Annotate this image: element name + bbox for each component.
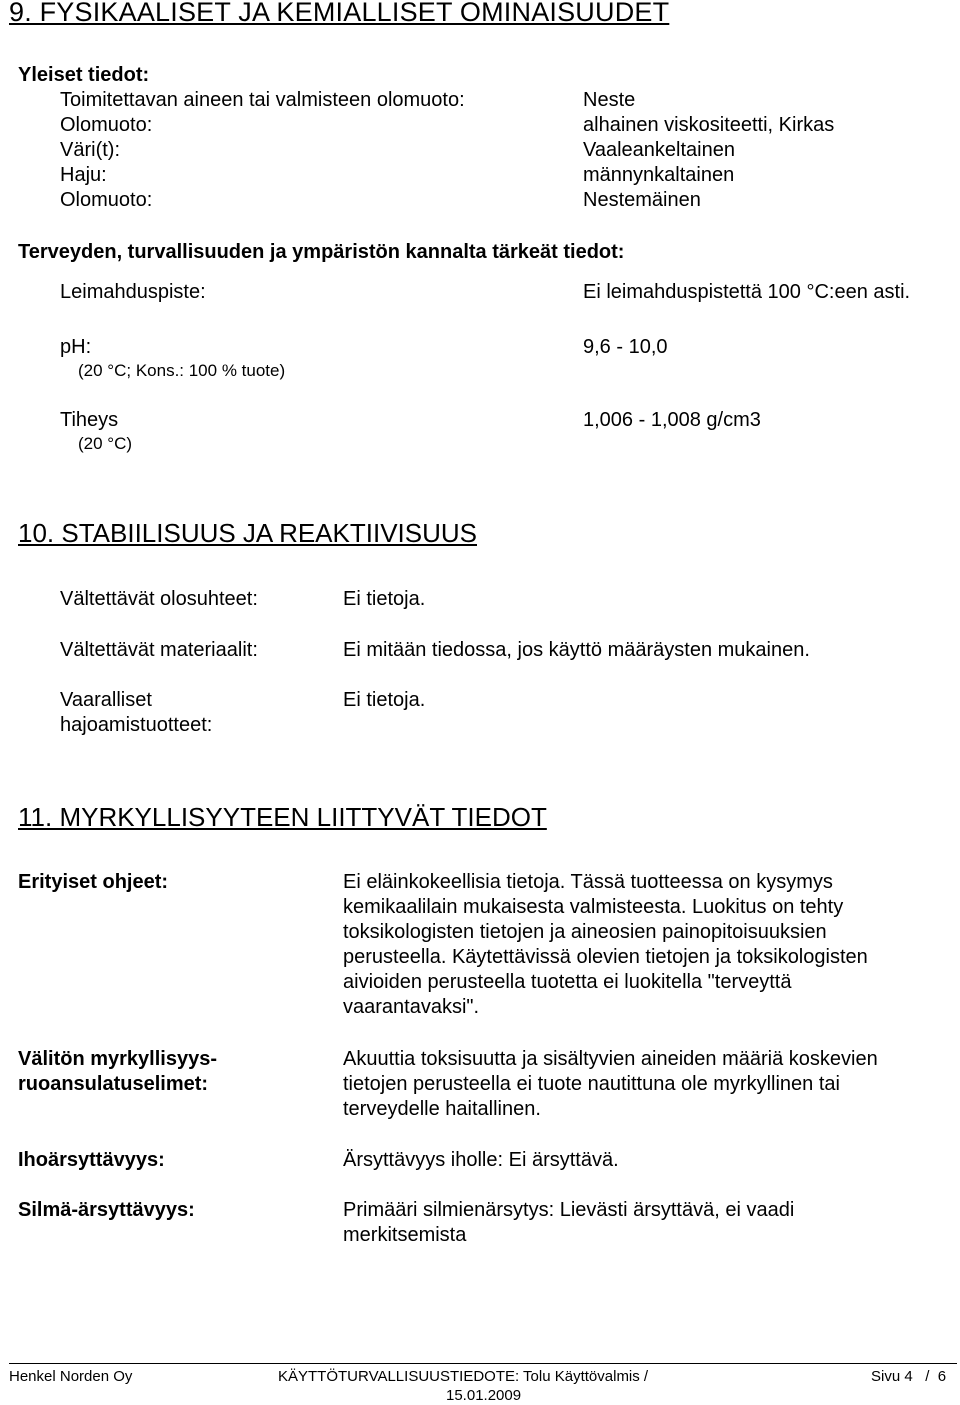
ph-value: 9,6 - 10,0 bbox=[583, 336, 668, 358]
footer-document: KÄYTTÖTURVALLISUUSTIEDOTE: Tolu Käyttövalmis / bbox=[278, 1368, 649, 1385]
general-value: männynkaltainen bbox=[583, 164, 735, 186]
health-safety-heading: Terveyden, turvallisuuden ja ympäristön kannalta tärkeät tiedot: bbox=[18, 241, 625, 263]
general-label: Olomuoto: bbox=[60, 114, 153, 136]
conditions-to-avoid-value: Ei tietoja. bbox=[343, 588, 426, 610]
skin-irritation-label: Ihoärsyttävyys: bbox=[18, 1149, 165, 1171]
density-conditions: (20 °C) bbox=[78, 434, 133, 453]
general-label: Väri(t): bbox=[60, 139, 120, 161]
general-value: alhainen viskositeetti, Kirkas bbox=[583, 114, 835, 136]
section-9-title: 9. FYSIKAALISET JA KEMIALLISET OMINAISUUDET bbox=[9, 0, 670, 27]
general-label: Olomuoto: bbox=[60, 189, 153, 211]
section-11-title: 11. MYRKYLLISYYTEEN LIITTYVÄT TIEDOT bbox=[18, 802, 547, 832]
skin-irritation-text: Ärsyttävyys iholle: Ei ärsyttävä. bbox=[343, 1149, 619, 1171]
footer-divider bbox=[9, 1363, 957, 1364]
section-10-title: 10. STABIILISUUS JA REAKTIIVISUUS bbox=[18, 518, 477, 548]
general-value: Nestemäinen bbox=[583, 189, 701, 211]
conditions-to-avoid-label: Vältettävät olosuhteet: bbox=[60, 588, 258, 610]
special-instructions-label: Erityiset ohjeet: bbox=[18, 871, 169, 893]
ph-label: pH: bbox=[60, 336, 92, 358]
flash-point-label: Leimahduspiste: bbox=[60, 281, 206, 303]
acute-toxicity-label: Välitön myrkyllisyys-ruoansulatuselimet: bbox=[18, 1048, 217, 1095]
special-instructions-text: Ei eläinkokeellisia tietoja. Tässä tuotteessa on kysymys kemikaalilain mukaisesta valmisteesta. Luokitus on tehty toksikologisten tietojen ja aineosien painopitoisuuksien perusteella. Käytettävissä olevien tietojen ja toksikologisten aivioiden perusteella tuotetta ei luokitella "terveyttä vaarantavaksi". bbox=[343, 871, 868, 1018]
footer-date: 15.01.2009 bbox=[446, 1387, 522, 1404]
density-value: 1,006 - 1,008 g/cm3 bbox=[583, 409, 761, 431]
density-label: Tiheys bbox=[60, 409, 119, 431]
footer-page-number: Sivu 4 / 6 bbox=[871, 1368, 947, 1385]
general-info-heading: Yleiset tiedot: bbox=[18, 64, 150, 86]
decomposition-products-label: Vaaralliset hajoamistuotteet: bbox=[60, 689, 213, 736]
materials-to-avoid-label: Vältettävät materiaalit: bbox=[60, 639, 258, 661]
materials-to-avoid-value: Ei mitään tiedossa, jos käyttö määräysten mukainen. bbox=[343, 639, 810, 661]
decomposition-products-value: Ei tietoja. bbox=[343, 689, 426, 711]
eye-irritation-text: Primääri silmienärsytys: Lievästi ärsyttävä, ei vaadi merkitsemista bbox=[343, 1199, 795, 1246]
footer-company: Henkel Norden Oy bbox=[9, 1368, 133, 1385]
general-label: Toimitettavan aineen tai valmisteen olomuoto: bbox=[60, 89, 465, 111]
ph-conditions: (20 °C; Kons.: 100 % tuote) bbox=[78, 361, 286, 380]
general-value: Vaaleankeltainen bbox=[583, 139, 735, 161]
acute-toxicity-text: Akuuttia toksisuutta ja sisältyvien aineiden määriä koskevien tietojen perusteella ei tuote nautittuna ole myrkyllinen tai terveydelle haitallinen. bbox=[343, 1048, 878, 1120]
general-value: Neste bbox=[583, 89, 636, 111]
general-label: Haju: bbox=[60, 164, 107, 186]
flash-point-value: Ei leimahduspistettä 100 °C:een asti. bbox=[583, 281, 911, 303]
eye-irritation-label: Silmä-ärsyttävyys: bbox=[18, 1199, 195, 1221]
